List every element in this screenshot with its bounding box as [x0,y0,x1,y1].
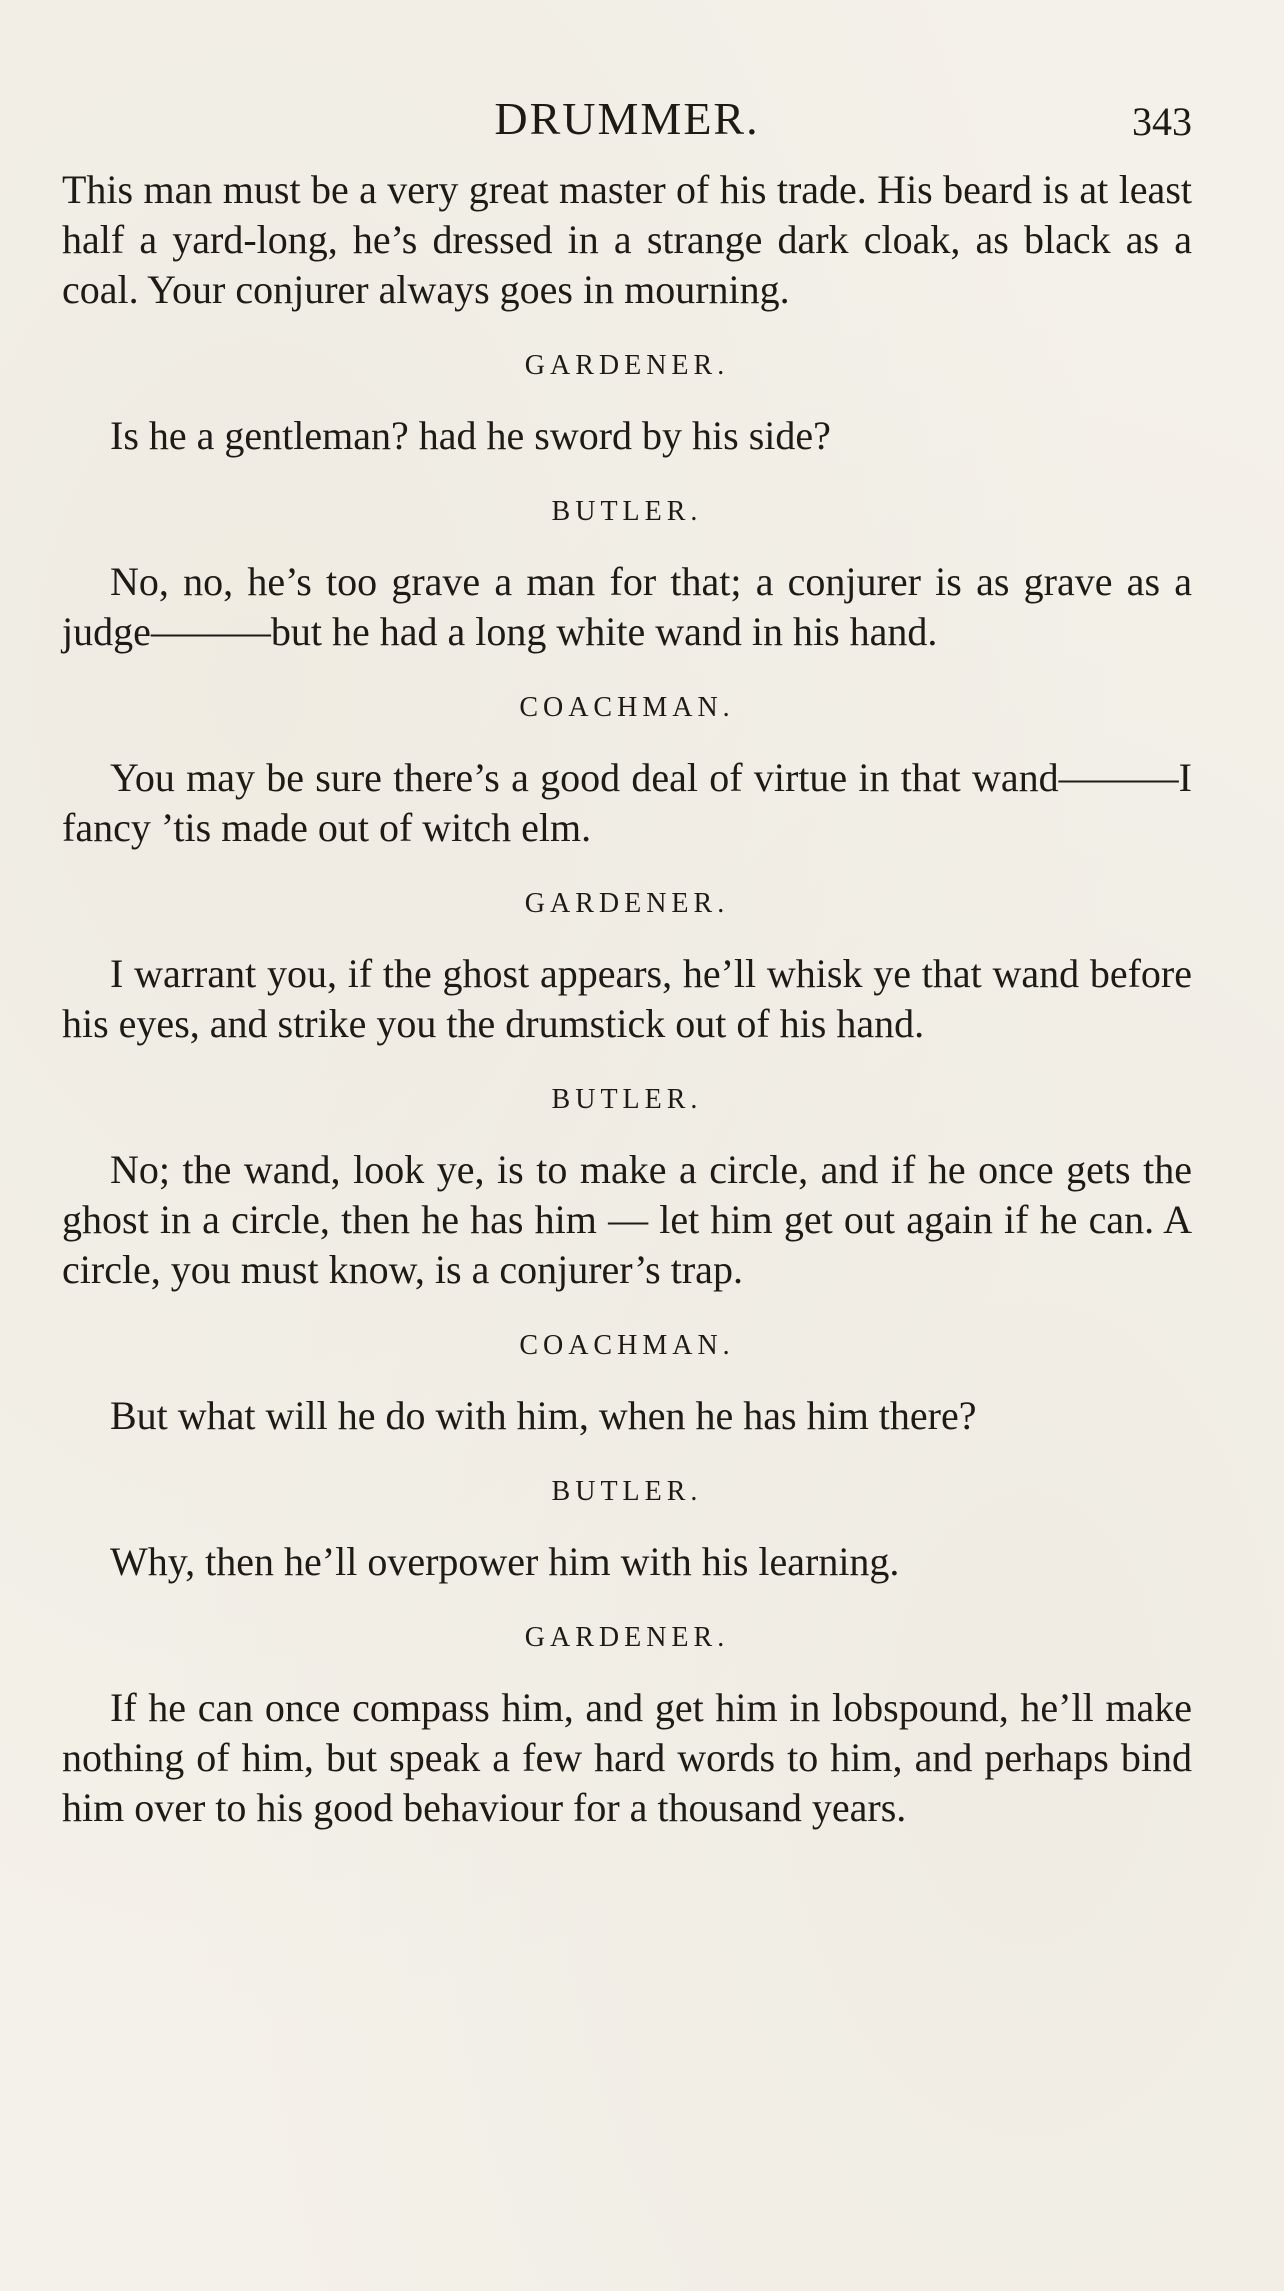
speaker-name: BUTLER. [551,496,703,527]
dialogue-text: You may be sure there’s a good deal of virtue in that wand———I fancy ’tis made out of witch elm. [62,755,1192,850]
speaker-name: BUTLER. [551,1084,703,1115]
dialogue-text: No; the wand, look ye, is to make a circle, and if he once gets the ghost in a circle, then he has him — let him get out again if he can. A circle, you must know, is a conjurer’s trap. [62,1147,1192,1292]
dialogue-text: Why, then he’ll overpower him with his learning. [110,1539,900,1584]
dialogue-text: This man must be a very great master of his trade. His beard is at least half a yard-long, he’s dressed in a strange dark cloak, as black as a coal. Your conjurer always goes in mourning. [62,167,1192,312]
dialogue-text: I warrant you, if the ghost appears, he’ll whisk ye that wand before his eyes, and strike you the drumstick out of his hand. [62,951,1192,1046]
text-block [62,165,1192,1833]
dialogue-text: But what will he do with him, when he has him there? [110,1393,977,1438]
page-number: 343 [1132,99,1192,144]
running-head [62,92,1192,152]
speaker-name: BUTLER. [551,1476,703,1507]
dialogue-text: Is he a gentleman? had he sword by his side? [110,413,831,458]
speaker-name: GARDENER. [524,1622,730,1653]
dialogue-text: No, no, he’s too grave a man for that; a conjurer is as grave as a judge———but he had a long white wand in his hand. [62,559,1192,654]
speaker-name: GARDENER. [524,350,730,381]
dialogue-text: If he can once compass him, and get him in lobspound, he’ll make nothing of him, but speak a few hard words to him, and perhaps bind him over to his good behaviour for a thousand years. [62,1685,1192,1830]
speaker-name: COACHMAN. [519,692,735,723]
running-title: DRUMMER. [494,93,760,144]
speaker-name: GARDENER. [524,888,730,919]
speaker-name: COACHMAN. [519,1330,735,1361]
